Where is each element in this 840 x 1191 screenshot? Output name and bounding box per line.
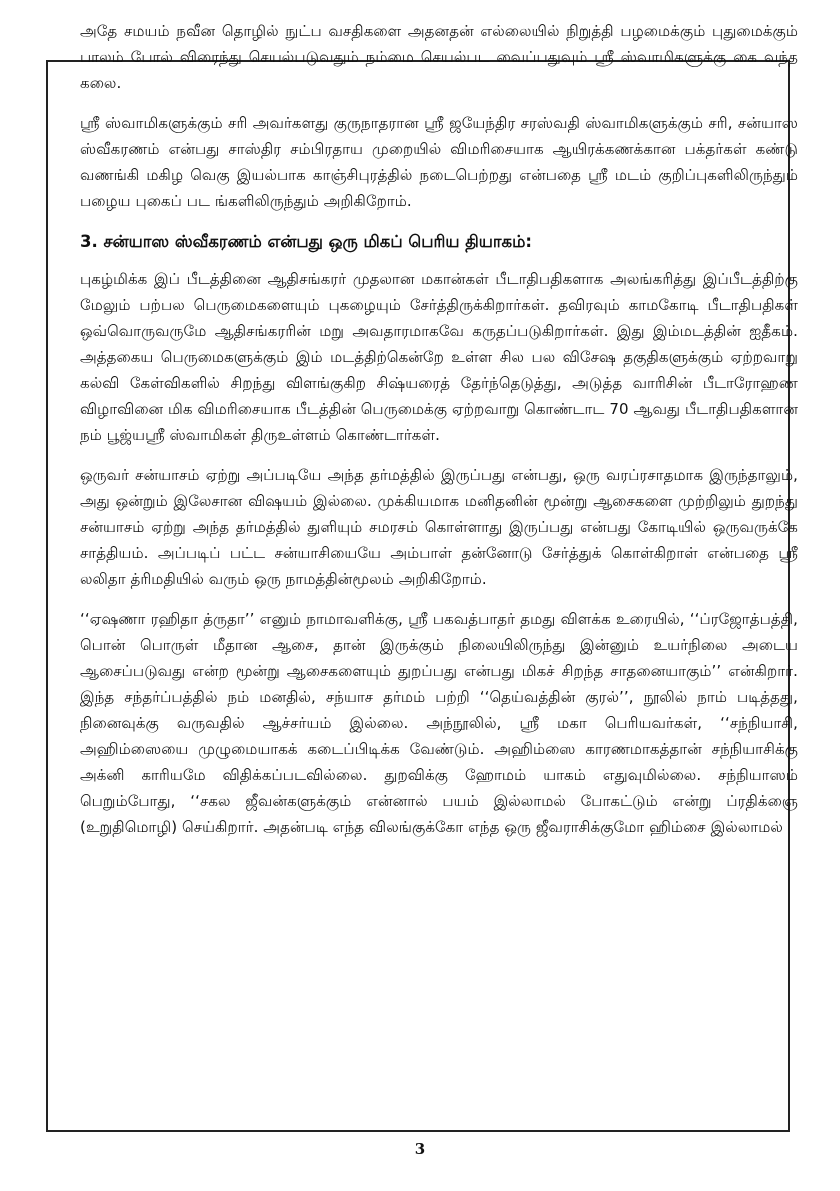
- paragraph: ஒருவர் சன்யாசம் ஏற்று அப்படியே அந்த தர்மத்தில் இருப்பது என்பது, ஒரு வரப்ரசாதமாக இருந்தாலும், அது ஒன்றும் இலேசான விஷயம் இல்லை. முக்கியமாக மனிதனின் மூன்று ஆசைகளை முற்றிலும் துறந்து சன்யாசம் ஏற்று அந்த தர்மத்தில் துளியும் சமரசம் கொள்ளாது இருப்பது என்பது கோடியில் ஒருவருக்கே சாத்தியம். அப்படிப் பட்ட சன்யாசியையே அம்பாள் தன்னோடு சேர்த்துக் கொள்கிறாள் என்பதை ஸ்ரீ லலிதா த்ரிமதியில் வரும் ஒரு நாமத்தின்மூலம் அறிகிறோம்.: [80, 466, 798, 588]
- paragraph: ‘‘ஏஷணா ரஹிதா த்ருதா’’ எனும் நாமாவளிக்கு, ஸ்ரீ பகவத்பாதர் தமது விளக்க உரையில், ‘‘ப்ரஜோத்பத்தி, பொன் பொருள் மீதான ஆசை, தான் இருக்கும் நிலையிலிருந்து இன்னும் உயர்நிலை அடைய ஆசைப்படுவது என்ற மூன்று ஆசைகளையும் துறப்பது என்பது மிகச் சிறந்த சாதனையாகும்’’ என்கிறார். இந்த சந்தர்ப்பத்தில் நம் மனதில், சந்யாச தர்மம் பற்றி ‘‘தெய்வத்தின் குரல்’’, நூலில் நாம் படித்தது, நினைவுக்கு வருவதில் ஆச்சர்யம் இல்லை. அந்நூலில், ஸ்ரீ மகா பெரியவர்கள், ‘‘சந்நியாசி, அஹிம்ஸையை முழுமையாகக் கடைப்பிடிக்க வேண்டும். அஹிம்ஸை காரணமாகத்தான் சந்நியாசிக்கு அக்னி காரியமே விதிக்கப்படவில்லை. துறவிக்கு ஹோமம் யாகம் எதுவுமில்லை. சந்நியாஸம் பெறும்போது, ‘‘சகல ஜீவன்களுக்கும் என்னால் பயம் இல்லாமல் போகட்டும் என்று ப்ரதிக்ஞை (உறுதிமொழி) செய்கிறார். அதன்படி எந்த விலங்குக்கோ எந்த ஒரு ஜீவராசிக்குமோ ஹிம்சை இல்லாமல்: [80, 610, 798, 836]
- page-number: 3: [414, 1140, 426, 1158]
- paragraph: புகழ்மிக்க இப் பீடத்தினை ஆதிசங்கரர் முதலான மகான்கள் பீடாதிபதிகளாக அலங்கரித்து இப்பீடத்திற்கு மேலும் பற்பல பெருமைகளையும் புகழையும் சேர்த்திருக்கிறார்கள். தவிரவும் காமகோடி பீடாதிபதிகள் ஒவ்வொருவருமே ஆதிசங்கரரின் மறு அவதாரமாகவே கருதப்படுகிறார்கள். இது இம்மடத்தின் ஐதீகம். அத்தகைய பெருமைகளுக்கும் இம் மடத்திற்கென்றே உள்ள சில பல விசேஷ தகுதிகளுக்கும் ஏற்றவாறு கல்வி கேள்விகளில் சிறந்து விளங்குகிற சிஷ்யரைத் தேர்ந்தெடுத்து, அடுத்த வாரிசின் பீடாரோஹண விழாவினை மிக விமரிசையாக பீடத்தின் பெருமைக்கு ஏற்றவாறு கொண்டாட 70 ஆவது பீடாதிபதிகளான நம் பூஜ்யஸ்ரீ ஸ்வாமிகள் திருஉள்ளம் கொண்டார்கள்.: [80, 270, 798, 444]
- section-heading: 3. சன்யாஸ ஸ்வீகரணம் என்பது ஒரு மிகப் பெரிய தியாகம்:: [80, 232, 532, 251]
- document-body: [80, 18, 798, 854]
- paragraph: ஸ்ரீ ஸ்வாமிகளுக்கும் சரி அவர்களது குருநாதரான ஸ்ரீ ஜயேந்திர சரஸ்வதி ஸ்வாமிகளுக்கும் சரி, சன்யாஸ ஸ்வீகரணம் என்பது சாஸ்திர சம்பிரதாய முறையில் விமரிசையாக ஆயிரக்கணக்கான பக்தர்கள் கண்டு வணங்கி மகிழ வெகு இயல்பாக காஞ்சிபுரத்தில் நடைபெற்றது என்பதை ஸ்ரீ மடம் குறிப்புகளிலிருந்தும் பழைய புகைப் பட ங்களிலிருந்தும் அறிகிறோம்.: [80, 114, 798, 210]
- paragraph: அதே சமயம் நவீன தொழில் நுட்ப வசதிகளை அதனதன் எல்லையில் நிறுத்தி பழமைக்கும் புதுமைக்கும் பாலம் போல் விரைந்து செயல்படுவதும் நம்மை செயல்பட வைப்பதுவும் ஸ்ரீ ஸ்வாமிகளுக்கு கை வந்த கலை.: [80, 22, 798, 92]
